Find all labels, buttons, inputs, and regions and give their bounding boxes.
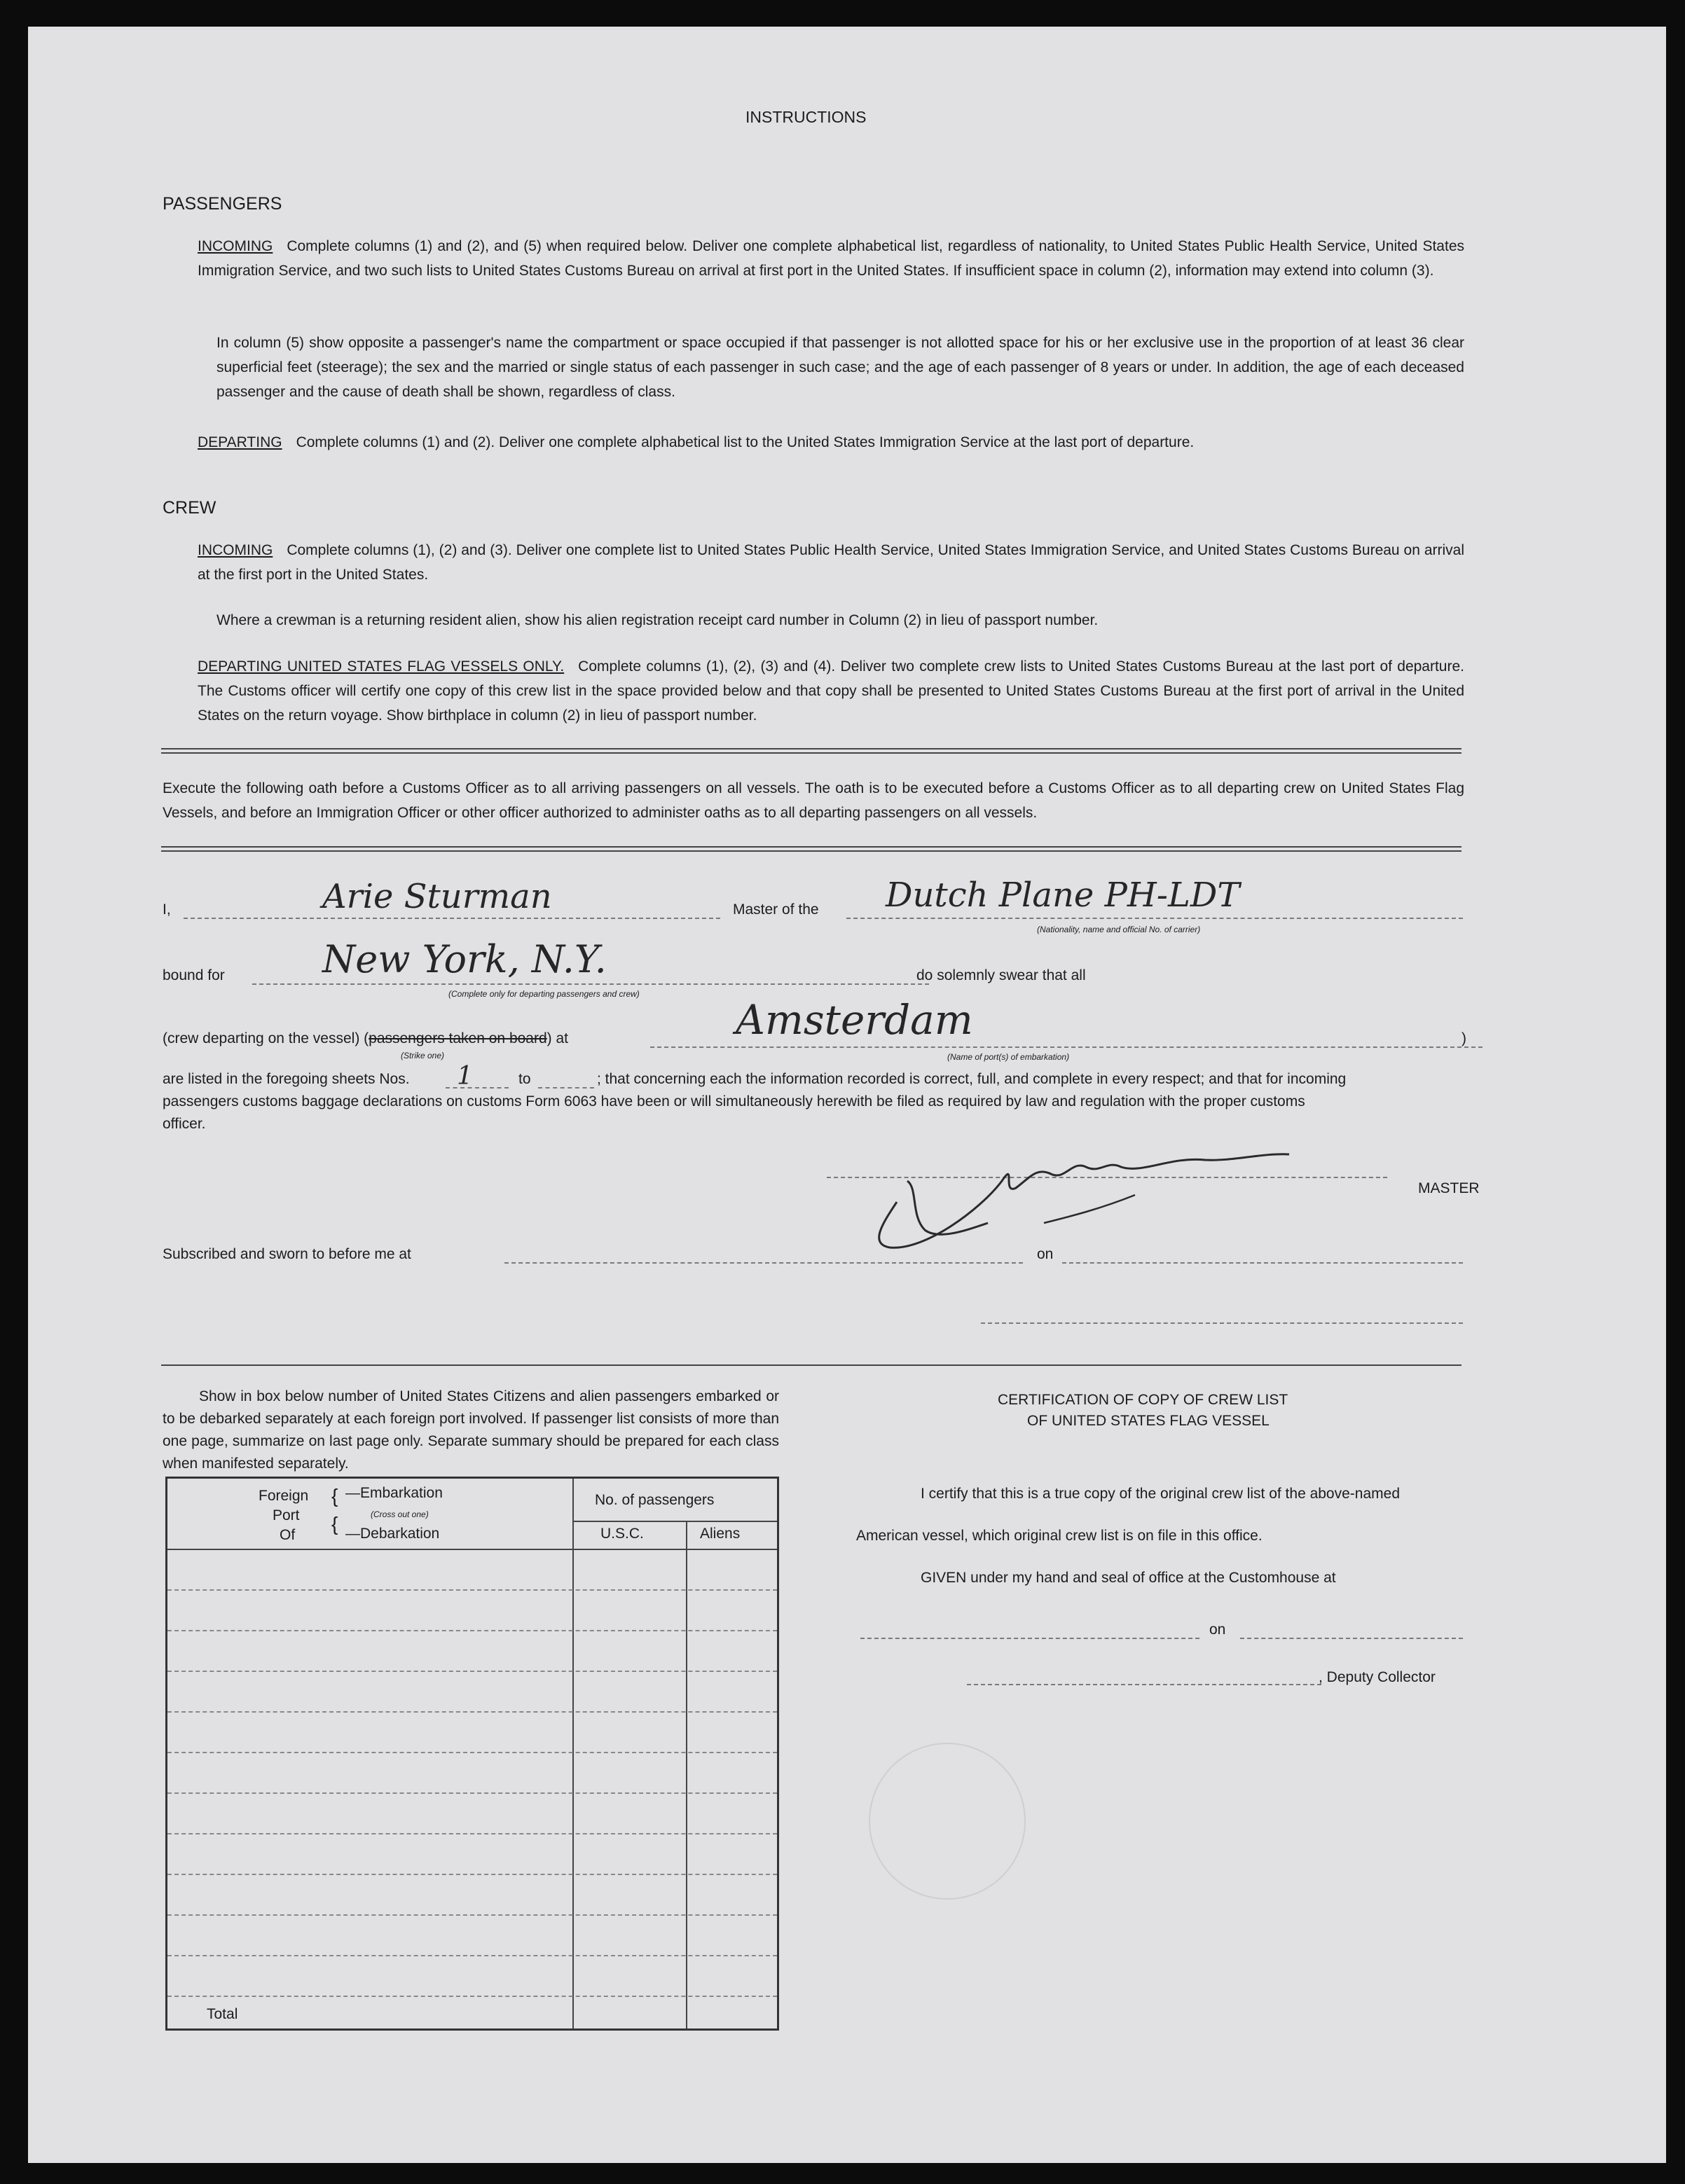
table-row bbox=[167, 1792, 777, 1794]
crew-departing-option: (crew departing on the vessel) ( bbox=[163, 1030, 369, 1046]
master-name-handwritten[interactable]: Arie Sturman bbox=[322, 877, 552, 916]
deputy-signature-line bbox=[967, 1684, 1321, 1685]
page-title: INSTRUCTIONS bbox=[745, 108, 867, 126]
table-row bbox=[167, 1914, 777, 1916]
of-label: Of bbox=[280, 1527, 296, 1543]
subscribed-place-line bbox=[504, 1262, 1023, 1264]
certification-date-line bbox=[1240, 1638, 1463, 1639]
passengers-heading: PASSENGERS bbox=[163, 194, 282, 214]
port-label: Port bbox=[273, 1507, 300, 1523]
column-divider bbox=[686, 1521, 687, 2029]
passenger-summary-table bbox=[165, 1477, 779, 2031]
bound-for-label: bound for bbox=[163, 967, 225, 983]
master-of-label: Master of the bbox=[733, 901, 819, 918]
no-passengers-header: No. of passengers bbox=[595, 1492, 715, 1508]
crew-incoming-text: Complete columns (1), (2) and (3). Deliver one complete list to United States Public Health Service, United States Immigration Service, and United States Customs Bureau on arrival at the first port in the United States. bbox=[198, 542, 1464, 583]
crew-departing-text: Complete columns (1), (2), (3) and (4). Deliver two complete crew lists to United States Customs Bureau at the last port of departure. The Customs officer will certify one copy of this crew list in the space provided below and that copy shall be presented to United States Customs Bureau at the first port of arrival in the United States on the return voyage. Show birthplace in column (2) in lieu of passport number. bbox=[198, 658, 1464, 724]
to-label: to bbox=[518, 1071, 531, 1087]
crew-passengers-line: (crew departing on the vessel) (passengers taken on board) at bbox=[163, 1030, 568, 1046]
foreign-label: Foreign bbox=[259, 1488, 309, 1504]
carrier-field-line bbox=[846, 918, 1463, 919]
subscribed-date-line bbox=[1062, 1262, 1463, 1264]
sheet-to-field-line bbox=[538, 1087, 594, 1088]
certification-line-1: I certify that this is a true copy of the original crew list of the above-named bbox=[921, 1486, 1400, 1502]
port-handwritten[interactable]: Amsterdam bbox=[736, 996, 973, 1044]
passengers-departing-label: DEPARTING bbox=[198, 434, 282, 450]
certification-line-2: American vessel, which original crew list is on file in this office. bbox=[856, 1528, 1263, 1544]
deputy-collector-label: , Deputy Collector bbox=[1319, 1669, 1436, 1685]
brace-bottom: { bbox=[331, 1513, 338, 1535]
table-row bbox=[167, 1711, 777, 1713]
master-name-field-line bbox=[184, 918, 720, 919]
certification-heading-1: CERTIFICATION OF COPY OF CREW LIST bbox=[998, 1392, 1288, 1408]
port-caption: (Name of port(s) of embarkation) bbox=[947, 1052, 1070, 1062]
certification-heading-2: OF UNITED STATES FLAG VESSEL bbox=[1027, 1413, 1270, 1429]
carrier-caption: (Nationality, name and official No. of carrier) bbox=[1037, 925, 1201, 934]
crew-resident-text: Where a crewman is a returning resident alien, show his alien registration receipt card number in Column (2) in lieu of passport number. bbox=[216, 612, 1099, 628]
passengers-taken-option: passengers taken on board bbox=[369, 1030, 547, 1046]
carrier-handwritten[interactable]: Dutch Plane PH-LDT bbox=[886, 876, 1240, 915]
passengers-incoming-label: INCOMING bbox=[198, 238, 273, 254]
passengers-incoming-block bbox=[198, 234, 1464, 283]
customhouse-place-line bbox=[860, 1638, 1199, 1639]
bound-for-caption: (Complete only for departing passengers and crew) bbox=[448, 989, 640, 999]
passengers-departing-block bbox=[198, 430, 1464, 455]
usc-header: U.S.C. bbox=[600, 1526, 644, 1542]
table-row bbox=[167, 1671, 777, 1672]
divider-rule bbox=[161, 846, 1462, 848]
divider-rule bbox=[161, 748, 1462, 749]
passengers-departing-text: Complete columns (1) and (2). Deliver one complete alphabetical list to the United States Immigration Service at the last port of departure. bbox=[296, 434, 1195, 450]
oath-rest-2: passengers customs baggage declarations on customs Form 6063 have been or will simultaneously herewith be filed as required by law and regulation with the proper customs bbox=[163, 1093, 1305, 1110]
column-divider bbox=[572, 1479, 574, 2029]
aliens-header: Aliens bbox=[700, 1526, 741, 1542]
bound-for-handwritten[interactable]: New York, N.Y. bbox=[322, 937, 607, 981]
crew-incoming-block bbox=[198, 538, 1464, 587]
table-row bbox=[167, 1833, 777, 1834]
passengers-incoming-text: Complete columns (1) and (2), and (5) when required below. Deliver one complete alphabetical list, regardless of nationality, to United States Public Health Service, United States Immigration Service, and two such lists to United States Customs Bureau on arrival at first port in the United States. If insufficient space in column (2), information may extend into column (3). bbox=[198, 238, 1464, 279]
summary-instructions: Show in box below number of United States Citizens and alien passengers embarked or to be debarked separately at each foreign port involved. If passenger list consists of more than one page, summarize on last page only. Separate summary should be prepared for each class when manifested separately. bbox=[163, 1388, 779, 1472]
subscribed-label: Subscribed and sworn to before me at bbox=[163, 1246, 411, 1262]
table-row bbox=[167, 1630, 777, 1631]
table-row bbox=[167, 1589, 777, 1591]
master-label: MASTER bbox=[1418, 1180, 1480, 1196]
sheets-label: are listed in the foregoing sheets Nos. bbox=[163, 1071, 410, 1087]
header-bottom-rule bbox=[167, 1549, 777, 1550]
divider-rule bbox=[161, 752, 1462, 754]
officer-signature-line bbox=[981, 1322, 1463, 1324]
table-row bbox=[167, 1752, 777, 1753]
crew-departing-block bbox=[198, 654, 1464, 728]
header-divider bbox=[572, 1521, 777, 1522]
debarkation-label: —Debarkation bbox=[345, 1526, 440, 1542]
oath-rest-3: officer. bbox=[163, 1116, 206, 1132]
table-row bbox=[167, 1955, 777, 1956]
crew-incoming-label: INCOMING bbox=[198, 542, 273, 558]
sheet-from-handwritten[interactable]: 1 bbox=[457, 1062, 473, 1091]
table-row bbox=[167, 1874, 777, 1875]
crew-heading: CREW bbox=[163, 498, 216, 518]
strike-caption: (Strike one) bbox=[401, 1051, 445, 1060]
certification-on-label: on bbox=[1209, 1622, 1226, 1638]
oath-intro-text: Execute the following oath before a Customs Officer as to all arriving passengers on all vessels. The oath is to be executed before a Customs Officer as to all departing crew on United States Flag Vessels, and before an Immigration Officer or other officer authorized to administer oaths as to all departing passengers on all vessels. bbox=[163, 780, 1464, 821]
divider-rule bbox=[161, 1364, 1462, 1366]
sheet-from-field-line bbox=[446, 1087, 509, 1088]
crew-departing-label: DEPARTING UNITED STATES FLAG VESSELS ONLY. bbox=[198, 658, 565, 675]
seal-impression bbox=[869, 1743, 1026, 1900]
oath-i-label: I, bbox=[163, 901, 171, 918]
oath-rest-1: ; that concerning each the information recorded is correct, full, and complete in every respect; and that for incoming bbox=[597, 1071, 1347, 1087]
table-row bbox=[167, 1996, 777, 1997]
embarkation-label: —Embarkation bbox=[345, 1485, 443, 1501]
swear-text: do solemnly swear that all bbox=[916, 967, 1086, 983]
passengers-column5-text: In column (5) show opposite a passenger's name the compartment or space occupied if that passenger is not allotted space for his or her exclusive use in the proportion of at least 36 clear superficial feet (steerage); the sex and the married or single status of each passenger in such case; and the age of each passenger of 8 years or under. In addition, the age of each deceased passenger and the cause of death shall be shown, regardless of class. bbox=[216, 335, 1464, 400]
total-label: Total bbox=[207, 2006, 238, 2022]
certification-line-3: GIVEN under my hand and seal of office at the Customhouse at bbox=[921, 1570, 1336, 1586]
cross-out-caption: (Cross out one) bbox=[371, 1509, 429, 1519]
master-signature bbox=[841, 1118, 1331, 1258]
at-label: at bbox=[556, 1030, 568, 1046]
subscribed-on-label: on bbox=[1037, 1246, 1054, 1262]
brace-top: { bbox=[331, 1485, 338, 1507]
divider-rule bbox=[161, 850, 1462, 852]
close-paren: ) bbox=[1462, 1030, 1466, 1046]
form-page bbox=[28, 27, 1666, 2163]
